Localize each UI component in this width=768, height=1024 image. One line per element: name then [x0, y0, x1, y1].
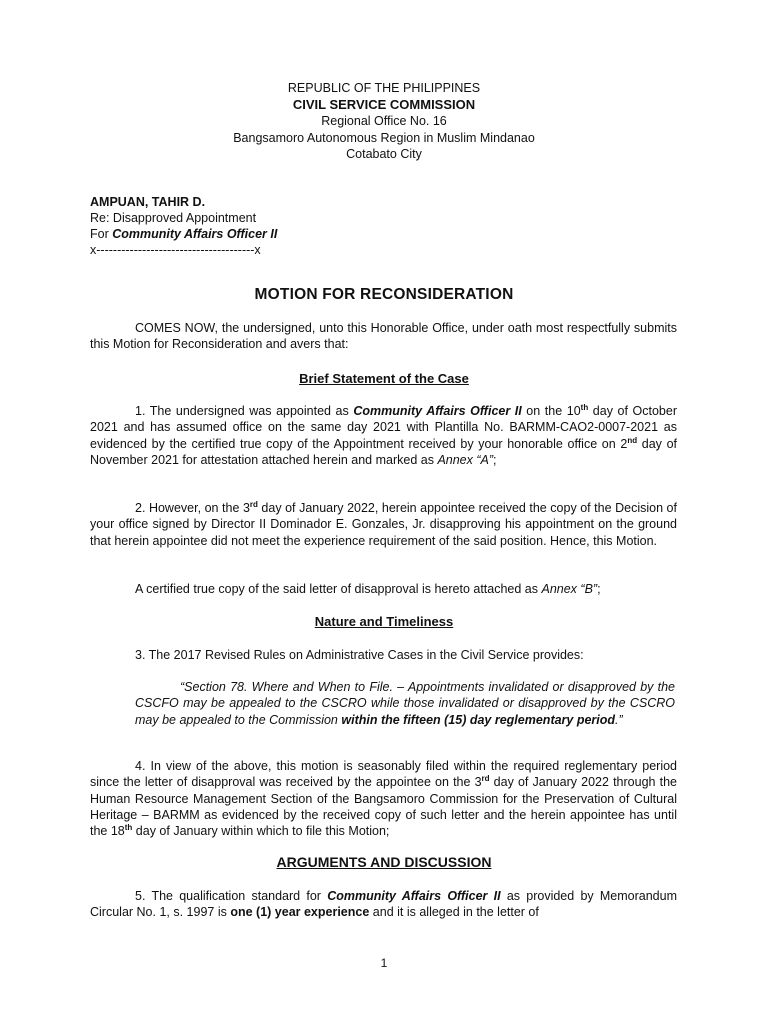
paragraph-1-text — [90, 403, 677, 468]
p2-sup: rd — [249, 499, 258, 509]
paragraph-4 — [90, 758, 677, 839]
p5-b: as provided by Memorandum Circular No. 1, s. 1997 is — [90, 889, 677, 920]
p1-e: ; — [493, 452, 497, 467]
letterhead-region: Bangsamoro Autonomous Region in Muslim Mindanao — [233, 130, 535, 145]
p1-position: Community Affairs Officer II — [353, 404, 522, 418]
p1-c: day of October 2021 and has assumed office on the same day 2021 with Plantilla No. BARMM-CAO2-0007-2021 as evidenced by the certified true copy of the Appointment received by your honorable office on 2 — [90, 404, 677, 451]
p4-b: day of January 2022 through the Human Resource Management Section of the Bangsamoro Commission for the Preservation of Cultural Heritage – BARMM as evidenced by the received copy of such letter and the herein appointee has until the 18 — [90, 775, 677, 839]
letterhead-regional-office: Regional Office No. 16 — [321, 114, 447, 128]
heading-brief-statement: Brief Statement of the Case — [299, 371, 469, 386]
p1-sup2: nd — [627, 435, 638, 445]
p1-sup1: th — [580, 402, 589, 412]
paragraph-annex-b-text — [90, 581, 677, 597]
caption-re: Re: Disapproved Appointment — [90, 211, 257, 225]
document-title: MOTION FOR RECONSIDERATION — [254, 286, 514, 303]
paragraph-2 — [90, 500, 677, 549]
paragraph-4-text — [90, 758, 677, 839]
p4-c: day of January within which to file this Motion; — [132, 824, 390, 839]
quoted-rule — [135, 679, 675, 728]
paragraph-3 — [90, 647, 677, 663]
pab-annex: Annex “B” — [541, 582, 598, 596]
paragraph-1 — [90, 403, 677, 468]
p1-d: day of November 2021 for attestation attached herein and marked as — [90, 436, 678, 467]
caption-position: Community Affairs Officer II — [112, 227, 278, 241]
p1-annex: Annex “A” — [437, 452, 494, 467]
paragraph-5-text — [90, 888, 677, 921]
appellant-name: AMPUAN, TAHIR D. — [90, 195, 206, 209]
letterhead-commission: CIVIL SERVICE COMMISSION — [292, 96, 476, 112]
case-caption — [90, 194, 277, 258]
p2-a: 2. However, on the 3 — [135, 501, 250, 515]
paragraph-2-text — [90, 500, 677, 549]
p5-c: and it is alleged in the letter of — [369, 905, 539, 920]
caption-for-prefix: For — [90, 227, 113, 241]
pab-a: A certified true copy of the said letter of disapproval is hereto attached as — [135, 582, 542, 596]
paragraph-5 — [90, 888, 677, 921]
letterhead-city: Cotabato City — [346, 147, 422, 161]
paragraph-annex-b — [90, 581, 677, 597]
heading-nature-timeliness: Nature and Timeliness — [314, 614, 454, 629]
p5-a: 5. The qualification standard for — [135, 889, 328, 903]
p1-a: 1. The undersigned was appointed as — [135, 404, 354, 418]
quote-b: .” — [615, 712, 623, 727]
intro-text: COMES NOW, the undersigned, unto this Honorable Office, under oath most respectfully submits this Motion for Reconsideration and avers that: — [90, 321, 677, 352]
p4-a: 4. In view of the above, this motion is seasonably filed within the required reglementary period since the letter of disapproval was received by the appointee on the 3 — [90, 759, 677, 790]
letterhead-republic: REPUBLIC OF THE PHILIPPINES — [287, 81, 481, 95]
heading-arguments: ARGUMENTS AND DISCUSSION — [276, 854, 492, 870]
p1-b: on the 10 — [521, 404, 581, 418]
p4-sup1: rd — [481, 774, 490, 784]
p5-position: Community Affairs Officer II — [327, 889, 501, 903]
caption-separator: x--------------------------------------x — [90, 243, 261, 257]
letterhead — [0, 80, 768, 163]
p2-b: day of January 2022, herein appointee received the copy of the Decision of your office signed by Director II Dominador E. Gonzales, Jr. disapproving his appointment on the ground that herein appointee did not meet the experience requirement of the said position. Hence, this Motion. — [90, 501, 677, 548]
caption-for — [90, 226, 277, 242]
quote-a: “Section 78. Where and When to File. – Appointments invalidated or disapproved by the CSCFO may be appealed to the CSCRO while those invalidated or disapproved by the CSCRO may be appealed to the Commission — [135, 680, 675, 727]
paragraph-3-text: 3. The 2017 Revised Rules on Administrative Cases in the Civil Service provides: — [135, 648, 584, 662]
pab-b: ; — [597, 582, 601, 596]
intro-paragraph — [90, 320, 677, 353]
page-number: 1 — [380, 956, 388, 970]
p5-bold: one (1) year experience — [230, 905, 370, 920]
quote-bold: within the fifteen (15) day reglementary period — [341, 712, 616, 727]
p4-sup2: th — [124, 823, 133, 833]
